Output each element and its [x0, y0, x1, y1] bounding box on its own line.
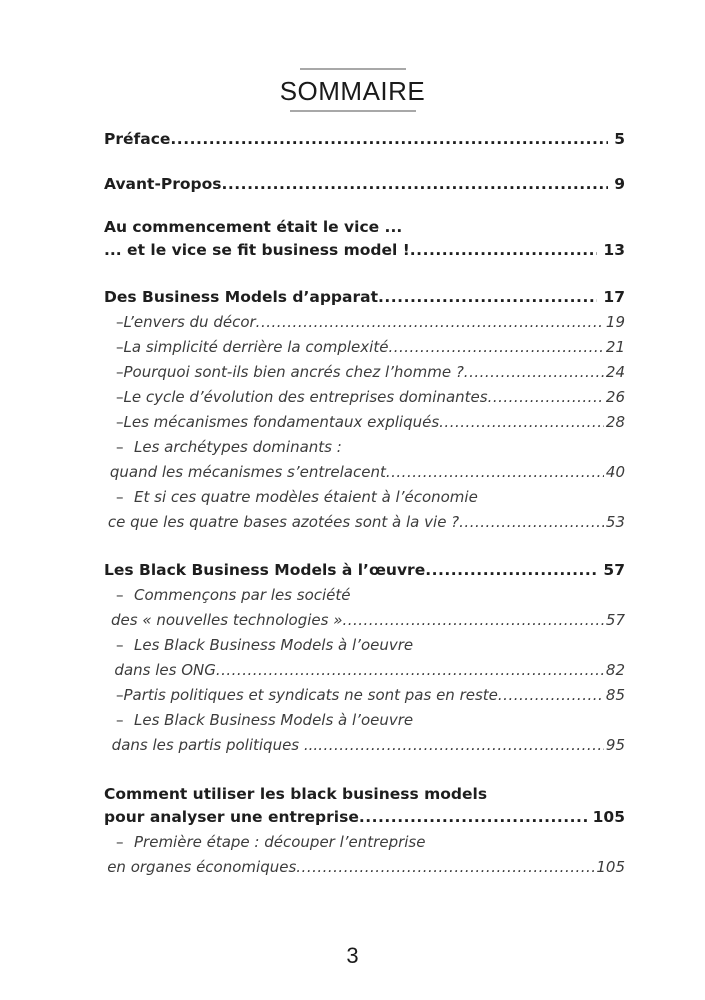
toc-label: Avant-Propos [104, 175, 222, 193]
toc-subentry-line1[interactable] [104, 586, 625, 610]
toc-label: Et si ces quatre modèles étaient à l’économie [134, 488, 478, 506]
toc-entry-commencement-line2[interactable] [104, 241, 625, 265]
toc-label: Au commencement était le vice ... [104, 218, 403, 236]
dot-leader [216, 661, 604, 679]
toc-entry-utiliser-line2[interactable] [104, 808, 625, 832]
page-number: 3 [346, 943, 359, 968]
toc-page-number: 82 [605, 661, 625, 679]
dot-leader [222, 175, 609, 193]
toc-page-number: 21 [605, 338, 625, 356]
toc-page-number: 13 [603, 241, 625, 259]
toc-label: pour analyser une entreprise [104, 808, 359, 826]
toc-subentry-line2[interactable] [104, 513, 625, 537]
toc-subentry-line2[interactable] [104, 463, 625, 487]
dash-bullet: – [116, 388, 124, 406]
dot-leader [296, 858, 594, 876]
toc-page-number: 53 [605, 513, 625, 531]
dash-bullet: – [116, 438, 124, 456]
toc-page-number: 28 [605, 413, 625, 431]
toc-page-number: 57 [603, 561, 625, 579]
toc-subentry[interactable] [104, 413, 625, 437]
toc-subentry[interactable] [104, 363, 625, 387]
dot-leader [342, 611, 603, 629]
toc-page-number: 105 [596, 858, 625, 876]
dot-leader [378, 288, 597, 306]
toc-label: Partis politiques et syndicats ne sont pas en reste [123, 686, 498, 704]
toc-label: Préface [104, 130, 171, 148]
toc-label: Première étape : découper l’entreprise [134, 833, 426, 851]
toc-label: des « nouvelles technologies » [111, 611, 343, 629]
toc-label: Les Black Business Models à l’œuvre [104, 561, 426, 579]
toc-label: Les Black Business Models à l’oeuvre [134, 636, 414, 654]
toc-label: Le cycle d’évolution des entreprises dominantes [123, 388, 488, 406]
toc-page-number: 9 [614, 175, 625, 193]
page-title: SOMMAIRE [279, 76, 426, 106]
toc-label: Comment utiliser les black business models [104, 785, 488, 803]
dash-bullet: – [116, 636, 124, 654]
toc-label: ... et le vice se fit business model ! [104, 241, 410, 259]
toc-label: L’envers du décor [123, 313, 256, 331]
title-block [0, 68, 705, 112]
dot-leader [388, 338, 603, 356]
dot-leader [359, 808, 587, 826]
toc-subentry[interactable] [104, 686, 625, 710]
toc-subentry-line2[interactable] [104, 736, 625, 760]
toc-label: Les Black Business Models à l’oeuvre [134, 711, 414, 729]
toc-subentry[interactable] [104, 313, 625, 337]
toc-label: ce que les quatre bases azotées sont à la vie ? [107, 513, 460, 531]
toc-subentry-line1[interactable] [104, 636, 625, 660]
toc-page-number: 19 [605, 313, 625, 331]
toc-page-number: 5 [614, 130, 625, 148]
dot-leader [439, 413, 604, 431]
dot-leader [498, 686, 604, 704]
toc-subentry[interactable] [104, 338, 625, 362]
toc-label: Commençons par les société [134, 586, 351, 604]
dot-leader [410, 241, 598, 259]
toc-label: en organes économiques [107, 858, 297, 876]
toc-page-number: 26 [605, 388, 625, 406]
toc-label: Pourquoi sont-ils bien ancrés chez l’homme ? [123, 363, 464, 381]
dot-leader [386, 463, 604, 481]
toc-label: dans les ONG [114, 661, 216, 679]
dot-leader [256, 313, 604, 331]
toc-entry-utiliser-line1[interactable] [104, 785, 625, 809]
toc-page-number: 57 [605, 611, 625, 629]
dash-bullet: – [116, 686, 124, 704]
dash-bullet: – [116, 413, 124, 431]
toc-subentry-line2[interactable] [104, 858, 625, 882]
toc-page-number: 105 [592, 808, 625, 826]
dot-leader [425, 561, 597, 579]
toc-subentry-line1[interactable] [104, 833, 625, 857]
dot-leader [318, 736, 604, 754]
toc-label: dans les partis politiques ... [111, 736, 319, 754]
toc-subentry-line2[interactable] [104, 611, 625, 635]
dot-leader [459, 513, 604, 531]
dash-bullet: – [116, 711, 124, 729]
toc-label: Les mécanismes fondamentaux expliqués [123, 413, 440, 431]
toc-label: Les archétypes dominants : [134, 438, 342, 456]
dash-bullet: – [116, 338, 124, 356]
toc-entry-avant-propos[interactable] [104, 175, 625, 199]
dash-bullet: – [116, 363, 124, 381]
toc-page-number: 95 [605, 736, 625, 754]
toc-subentry-line1[interactable] [104, 711, 625, 735]
dot-leader [170, 130, 608, 148]
toc-subentry-line1[interactable] [104, 488, 625, 512]
toc-entry-preface[interactable] [104, 130, 625, 154]
title-bottom-rule [290, 110, 416, 112]
toc-page-number: 17 [603, 288, 625, 306]
toc-subentry-line1[interactable] [104, 438, 625, 462]
dash-bullet: – [116, 313, 124, 331]
toc-label: Des Business Models d’apparat [104, 288, 379, 306]
toc-entry-commencement-line1[interactable] [104, 218, 625, 242]
toc-label: La simplicité derrière la complexité [123, 338, 389, 356]
dot-leader [464, 363, 604, 381]
title-top-rule [300, 68, 406, 70]
toc-subentry[interactable] [104, 388, 625, 412]
toc-page-number: 85 [605, 686, 625, 704]
dash-bullet: – [116, 833, 124, 851]
dash-bullet: – [116, 586, 124, 604]
toc-label: quand les mécanismes s’entrelacent [109, 463, 386, 481]
dash-bullet: – [116, 488, 124, 506]
toc-page-number: 24 [605, 363, 625, 381]
toc-entry-oeuvre[interactable] [104, 561, 625, 585]
dot-leader [488, 388, 604, 406]
toc-subentry-line2[interactable] [104, 661, 625, 685]
toc-entry-apparat[interactable] [104, 288, 625, 312]
toc-page-number: 40 [605, 463, 625, 481]
